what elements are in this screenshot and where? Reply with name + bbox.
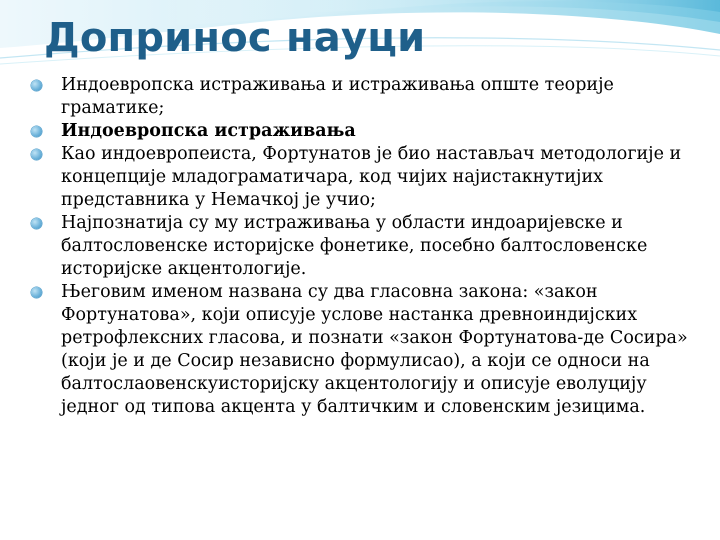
bullet-text: Индоевропска истраживања [61,121,356,141]
bullet-item [22,74,698,120]
slide-title: Допринос науци [44,15,426,61]
bullet-text: Његовим именом названа су два гласовна закона: «закон Фортунатова», који описује услове настанка древноиндијских ретрофлексних гласова, и познати «закон Фортунатова-де Сосира» (који је и де Сосир независно формулисао), а који се односи на балтослаовенскуисторијску акцентологију и описује еволуцију једног од типова акцента у балтичким и словенским језицима. [61,282,688,417]
bullet-list [22,74,698,419]
bullet-item [22,212,698,281]
bullet-text: Најпознатија су му истраживања у области индоаријевске и балтословенске историјске фонетике, посебно балтословенске историјске акцентологије. [61,213,648,279]
bullet-text: Индоевропска истраживања и истраживања опште теорије граматике; [61,75,614,118]
bullet-item [22,143,698,212]
round-blue-bullet-icon [31,149,42,160]
round-blue-bullet-icon [31,218,42,229]
bullet-item [22,281,698,419]
bullet-text: Као индоевропеиста, Фортунатов је био настављач методологије и концепције младограматичара, код чијих најистакнутијих представника у Немачкој је учио; [61,144,682,210]
round-blue-bullet-icon [31,80,42,91]
round-blue-bullet-icon [31,287,42,298]
bullet-item [22,120,698,143]
round-blue-bullet-icon [31,126,42,137]
